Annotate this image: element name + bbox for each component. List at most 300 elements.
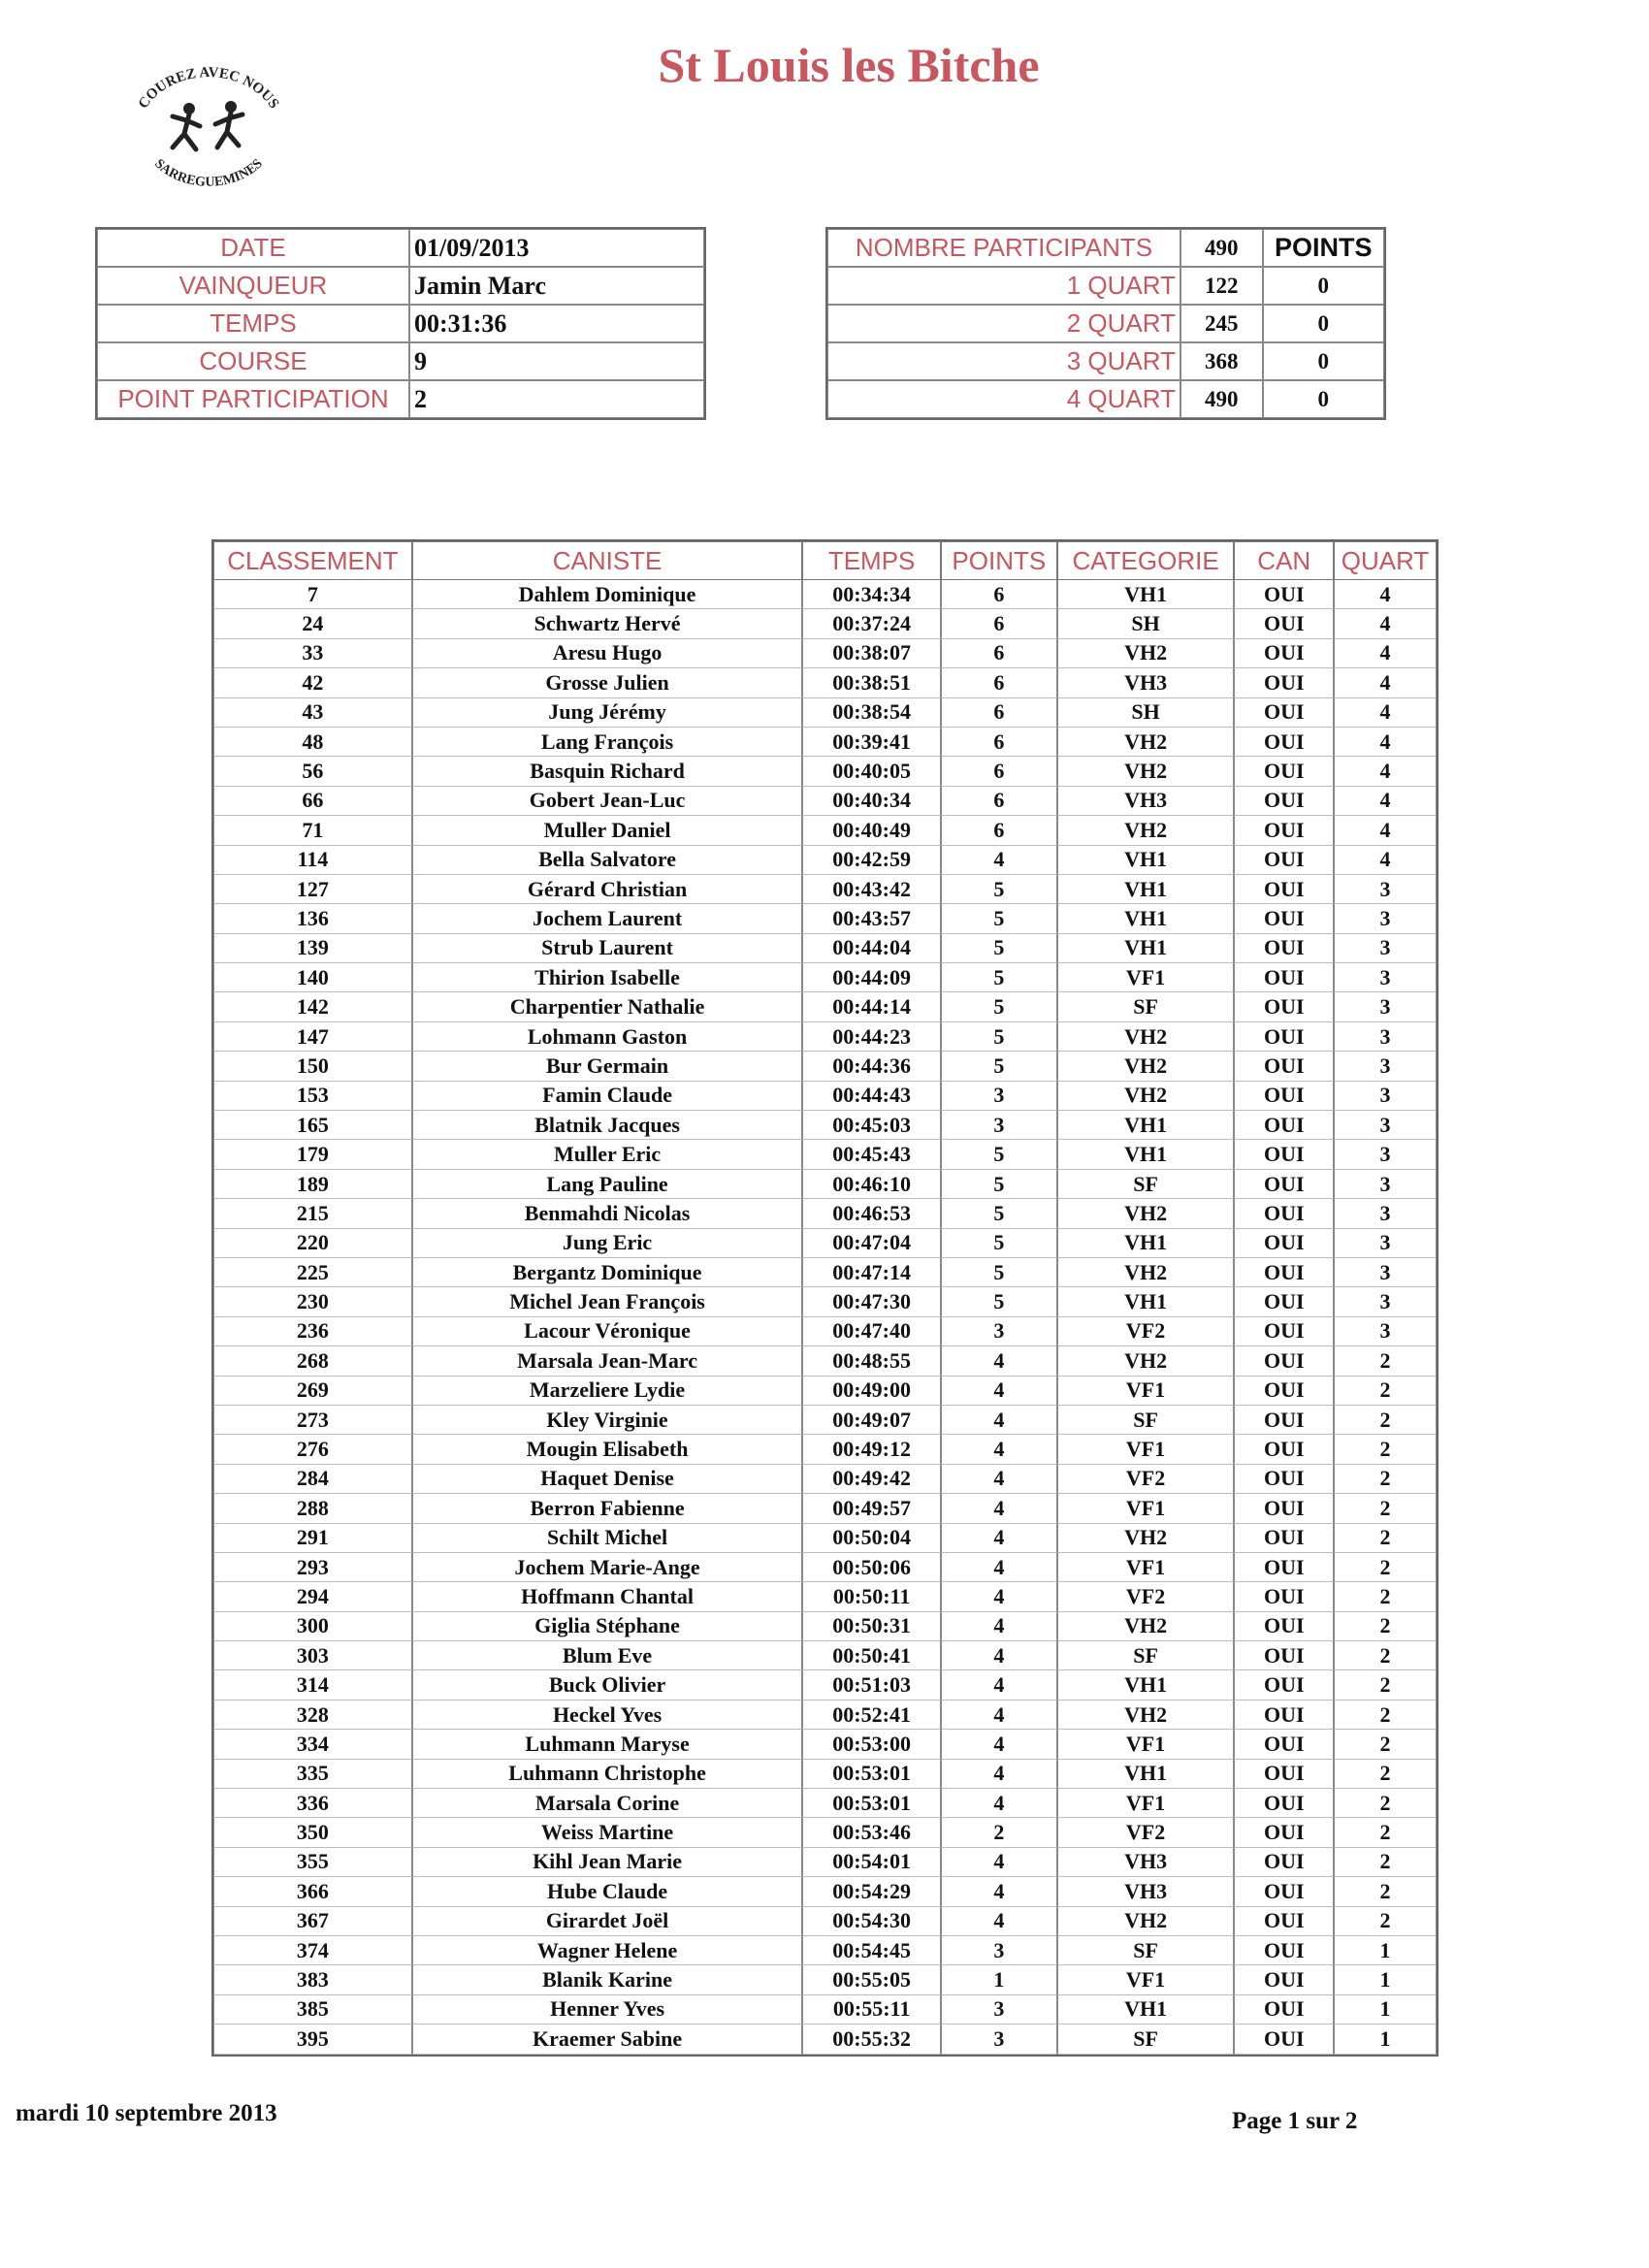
cell-caniste: Wagner Helene	[412, 1936, 803, 1965]
cell-caniste: Heckel Yves	[412, 1701, 803, 1730]
table-row	[213, 1524, 1437, 1553]
cell-temps: 00:50:11	[802, 1582, 941, 1611]
cell-can: OUI	[1234, 787, 1334, 816]
cell-categorie: VH2	[1057, 757, 1235, 786]
cell-classement: 127	[213, 875, 412, 904]
cell-temps: 00:49:57	[802, 1494, 941, 1523]
cell-quart: 3	[1334, 1170, 1437, 1199]
cell-points: 4	[941, 1346, 1057, 1376]
table-row	[213, 1465, 1437, 1494]
cell-points: 6	[941, 728, 1057, 757]
quart-points: 0	[1263, 267, 1384, 305]
cell-quart: 2	[1334, 1907, 1437, 1936]
cell-categorie: SF	[1057, 992, 1235, 1021]
cell-temps: 00:51:03	[802, 1670, 941, 1700]
info-label: TEMPS	[97, 305, 409, 342]
cell-points: 4	[941, 1641, 1057, 1670]
cell-caniste: Schilt Michel	[412, 1524, 803, 1553]
cell-caniste: Blanik Karine	[412, 1965, 803, 1994]
cell-quart: 4	[1334, 698, 1437, 728]
cell-points: 6	[941, 609, 1057, 638]
cell-can: OUI	[1234, 963, 1334, 992]
table-row	[213, 1907, 1437, 1936]
info-value: 01/09/2013	[409, 229, 704, 267]
cell-classement: 142	[213, 992, 412, 1021]
cell-caniste: Giglia Stéphane	[412, 1612, 803, 1641]
cell-classement: 71	[213, 816, 412, 845]
cell-temps: 00:44:04	[802, 934, 941, 963]
cell-quart: 1	[1334, 1965, 1437, 1994]
cell-points: 5	[941, 963, 1057, 992]
cell-caniste: Strub Laurent	[412, 934, 803, 963]
cell-points: 4	[941, 1670, 1057, 1700]
cell-points: 4	[941, 1553, 1057, 1582]
col-header-classement: CLASSEMENT	[213, 541, 412, 580]
cell-quart: 4	[1334, 787, 1437, 816]
col-header-caniste: CANISTE	[412, 541, 803, 580]
quart-value: 245	[1180, 305, 1263, 342]
cell-can: OUI	[1234, 1848, 1334, 1877]
cell-points: 6	[941, 757, 1057, 786]
cell-classement: 136	[213, 904, 412, 933]
cell-classement: 269	[213, 1377, 412, 1406]
cell-caniste: Kraemer Sabine	[412, 2025, 803, 2054]
points-header: POINTS	[1263, 229, 1384, 267]
quart-row	[827, 342, 1384, 380]
table-row	[213, 1111, 1437, 1140]
cell-points: 4	[941, 1524, 1057, 1553]
cell-quart: 3	[1334, 1317, 1437, 1346]
cell-quart: 4	[1334, 668, 1437, 697]
cell-temps: 00:42:59	[802, 846, 941, 875]
cell-categorie: VF1	[1057, 1435, 1235, 1464]
cell-categorie: VF1	[1057, 1730, 1235, 1759]
cell-classement: 179	[213, 1140, 412, 1169]
cell-classement: 56	[213, 757, 412, 786]
cell-categorie: VH1	[1057, 875, 1235, 904]
cell-caniste: Michel Jean François	[412, 1287, 803, 1316]
cell-quart: 3	[1334, 875, 1437, 904]
table-row	[213, 1965, 1437, 1994]
cell-temps: 00:55:11	[802, 1995, 941, 2025]
cell-points: 4	[941, 1612, 1057, 1641]
table-row	[213, 1406, 1437, 1435]
cell-quart: 3	[1334, 1111, 1437, 1140]
cell-caniste: Famin Claude	[412, 1082, 803, 1111]
cell-can: OUI	[1234, 639, 1334, 668]
cell-categorie: VH3	[1057, 668, 1235, 697]
cell-classement: 139	[213, 934, 412, 963]
cell-can: OUI	[1234, 1435, 1334, 1464]
cell-caniste: Gobert Jean-Luc	[412, 787, 803, 816]
cell-caniste: Mougin Elisabeth	[412, 1435, 803, 1464]
cell-points: 6	[941, 787, 1057, 816]
cell-quart: 3	[1334, 1140, 1437, 1169]
cell-can: OUI	[1234, 1789, 1334, 1818]
table-row	[213, 1641, 1437, 1670]
cell-can: OUI	[1234, 609, 1334, 638]
cell-can: OUI	[1234, 2025, 1334, 2054]
cell-can: OUI	[1234, 757, 1334, 786]
cell-points: 3	[941, 1936, 1057, 1965]
cell-temps: 00:45:03	[802, 1111, 941, 1140]
cell-temps: 00:50:31	[802, 1612, 941, 1641]
table-row	[213, 757, 1437, 786]
page-title: St Louis les Bitche	[658, 38, 1040, 92]
table-row	[213, 1287, 1437, 1316]
cell-categorie: SF	[1057, 1406, 1235, 1435]
table-row	[213, 639, 1437, 668]
cell-caniste: Jochem Marie-Ange	[412, 1553, 803, 1582]
cell-categorie: VF2	[1057, 1465, 1235, 1494]
table-row	[213, 580, 1437, 609]
info-row	[97, 342, 704, 380]
cell-quart: 4	[1334, 609, 1437, 638]
cell-temps: 00:40:49	[802, 816, 941, 845]
cell-temps: 00:54:01	[802, 1848, 941, 1877]
cell-caniste: Lohmann Gaston	[412, 1022, 803, 1052]
cell-temps: 00:34:34	[802, 580, 941, 609]
cell-points: 4	[941, 1494, 1057, 1523]
cell-quart: 4	[1334, 728, 1437, 757]
cell-categorie: VH2	[1057, 728, 1235, 757]
table-row	[213, 1553, 1437, 1582]
cell-classement: 385	[213, 1995, 412, 2025]
cell-quart: 2	[1334, 1701, 1437, 1730]
cell-categorie: VH3	[1057, 1877, 1235, 1906]
table-row	[213, 1789, 1437, 1818]
race-info-table	[95, 227, 706, 420]
table-row	[213, 787, 1437, 816]
cell-can: OUI	[1234, 1199, 1334, 1228]
table-row	[213, 1377, 1437, 1406]
cell-classement: 114	[213, 846, 412, 875]
cell-temps: 00:55:32	[802, 2025, 941, 2054]
cell-quart: 2	[1334, 1553, 1437, 1582]
cell-quart: 2	[1334, 1524, 1437, 1553]
cell-categorie: VH1	[1057, 1111, 1235, 1140]
cell-points: 6	[941, 698, 1057, 728]
cell-categorie: VH1	[1057, 1229, 1235, 1258]
cell-temps: 00:50:06	[802, 1553, 941, 1582]
cell-caniste: Hoffmann Chantal	[412, 1582, 803, 1611]
cell-temps: 00:53:00	[802, 1730, 941, 1759]
table-row	[213, 904, 1437, 933]
cell-classement: 300	[213, 1612, 412, 1641]
cell-points: 4	[941, 1406, 1057, 1435]
cell-caniste: Lang François	[412, 728, 803, 757]
table-row	[213, 846, 1437, 875]
cell-points: 5	[941, 1170, 1057, 1199]
cell-can: OUI	[1234, 1553, 1334, 1582]
cell-classement: 366	[213, 1877, 412, 1906]
cell-classement: 334	[213, 1730, 412, 1759]
cell-categorie: SH	[1057, 609, 1235, 638]
cell-classement: 291	[213, 1524, 412, 1553]
col-header-points: POINTS	[941, 541, 1057, 580]
info-label: COURSE	[97, 342, 409, 380]
cell-can: OUI	[1234, 1965, 1334, 1994]
cell-classement: 153	[213, 1082, 412, 1111]
cell-can: OUI	[1234, 1730, 1334, 1759]
cell-can: OUI	[1234, 1170, 1334, 1199]
cell-categorie: VH1	[1057, 904, 1235, 933]
cell-classement: 147	[213, 1022, 412, 1052]
cell-can: OUI	[1234, 1877, 1334, 1906]
table-row	[213, 1877, 1437, 1906]
cell-quart: 3	[1334, 1082, 1437, 1111]
cell-quart: 2	[1334, 1730, 1437, 1759]
cell-temps: 00:54:45	[802, 1936, 941, 1965]
cell-quart: 4	[1334, 846, 1437, 875]
cell-quart: 3	[1334, 1199, 1437, 1228]
cell-quart: 2	[1334, 1789, 1437, 1818]
cell-temps: 00:38:51	[802, 668, 941, 697]
cell-points: 4	[941, 1435, 1057, 1464]
cell-categorie: VH2	[1057, 1907, 1235, 1936]
cell-temps: 00:52:41	[802, 1701, 941, 1730]
info-row	[97, 305, 704, 342]
cell-quart: 2	[1334, 1670, 1437, 1700]
cell-temps: 00:43:42	[802, 875, 941, 904]
cell-caniste: Marzeliere Lydie	[412, 1377, 803, 1406]
table-row	[213, 1346, 1437, 1376]
cell-quart: 2	[1334, 1877, 1437, 1906]
cell-quart: 4	[1334, 639, 1437, 668]
table-row	[213, 1582, 1437, 1611]
cell-caniste: Marsala Corine	[412, 1789, 803, 1818]
cell-classement: 328	[213, 1701, 412, 1730]
cell-categorie: SF	[1057, 1641, 1235, 1670]
cell-classement: 374	[213, 1936, 412, 1965]
cell-points: 4	[941, 1582, 1057, 1611]
info-value: Jamin Marc	[409, 267, 704, 305]
cell-points: 4	[941, 1760, 1057, 1789]
cell-quart: 4	[1334, 580, 1437, 609]
cell-can: OUI	[1234, 1701, 1334, 1730]
info-label: DATE	[97, 229, 409, 267]
cell-classement: 225	[213, 1258, 412, 1287]
cell-caniste: Muller Eric	[412, 1140, 803, 1169]
cell-caniste: Girardet Joël	[412, 1907, 803, 1936]
quart-label: 2 QUART	[827, 305, 1180, 342]
cell-quart: 2	[1334, 1377, 1437, 1406]
cell-can: OUI	[1234, 1346, 1334, 1376]
cell-can: OUI	[1234, 1995, 1334, 2025]
cell-points: 4	[941, 1848, 1057, 1877]
cell-can: OUI	[1234, 1760, 1334, 1789]
quart-points: 0	[1263, 305, 1384, 342]
cell-categorie: VF2	[1057, 1582, 1235, 1611]
cell-can: OUI	[1234, 728, 1334, 757]
cell-can: OUI	[1234, 1377, 1334, 1406]
cell-classement: 336	[213, 1789, 412, 1818]
cell-can: OUI	[1234, 1022, 1334, 1052]
cell-temps: 00:46:53	[802, 1199, 941, 1228]
cell-can: OUI	[1234, 580, 1334, 609]
cell-can: OUI	[1234, 1612, 1334, 1641]
quart-row	[827, 380, 1384, 418]
info-label: POINT PARTICIPATION	[97, 380, 409, 418]
cell-categorie: VF1	[1057, 963, 1235, 992]
cell-can: OUI	[1234, 1524, 1334, 1553]
cell-can: OUI	[1234, 1140, 1334, 1169]
cell-quart: 2	[1334, 1641, 1437, 1670]
cell-quart: 3	[1334, 1052, 1437, 1081]
cell-can: OUI	[1234, 1258, 1334, 1287]
info-row	[97, 229, 704, 267]
table-row	[213, 1199, 1437, 1228]
cell-caniste: Lacour Véronique	[412, 1317, 803, 1346]
quart-points: 0	[1263, 380, 1384, 418]
table-row	[213, 1701, 1437, 1730]
cell-temps: 00:47:14	[802, 1258, 941, 1287]
cell-quart: 3	[1334, 1022, 1437, 1052]
table-row	[213, 1435, 1437, 1464]
cell-caniste: Lang Pauline	[412, 1170, 803, 1199]
cell-can: OUI	[1234, 1287, 1334, 1316]
quart-value: 490	[1180, 380, 1263, 418]
cell-quart: 2	[1334, 1848, 1437, 1877]
table-row	[213, 1258, 1437, 1287]
cell-caniste: Berron Fabienne	[412, 1494, 803, 1523]
cell-temps: 00:47:30	[802, 1287, 941, 1316]
cell-quart: 1	[1334, 2025, 1437, 2054]
cell-quart: 2	[1334, 1494, 1437, 1523]
table-row	[213, 816, 1437, 845]
col-header-quart: QUART	[1334, 541, 1437, 580]
cell-caniste: Charpentier Nathalie	[412, 992, 803, 1021]
club-logo	[116, 58, 301, 204]
cell-categorie: SF	[1057, 1936, 1235, 1965]
cell-temps: 00:47:04	[802, 1229, 941, 1258]
cell-caniste: Aresu Hugo	[412, 639, 803, 668]
cell-categorie: SH	[1057, 698, 1235, 728]
runners-logo-icon	[116, 58, 301, 204]
cell-temps: 00:44:23	[802, 1022, 941, 1052]
cell-categorie: VF1	[1057, 1377, 1235, 1406]
cell-caniste: Benmahdi Nicolas	[412, 1199, 803, 1228]
table-row	[213, 992, 1437, 1021]
cell-classement: 367	[213, 1907, 412, 1936]
cell-can: OUI	[1234, 1229, 1334, 1258]
table-row	[213, 1052, 1437, 1081]
cell-points: 2	[941, 1818, 1057, 1847]
cell-caniste: Thirion Isabelle	[412, 963, 803, 992]
page-number: Page 1 sur 2	[1232, 2108, 1358, 2134]
cell-caniste: Jung Jérémy	[412, 698, 803, 728]
table-row	[213, 963, 1437, 992]
table-row	[213, 1022, 1437, 1052]
table-row	[213, 1140, 1437, 1169]
cell-caniste: Haquet Denise	[412, 1465, 803, 1494]
cell-categorie: VF1	[1057, 1553, 1235, 1582]
cell-classement: 314	[213, 1670, 412, 1700]
cell-classement: 273	[213, 1406, 412, 1435]
cell-quart: 2	[1334, 1582, 1437, 1611]
cell-quart: 2	[1334, 1818, 1437, 1847]
cell-categorie: VH2	[1057, 1199, 1235, 1228]
col-header-temps: TEMPS	[802, 541, 941, 580]
cell-temps: 00:48:55	[802, 1346, 941, 1376]
cell-quart: 2	[1334, 1465, 1437, 1494]
cell-points: 5	[941, 992, 1057, 1021]
cell-points: 4	[941, 1701, 1057, 1730]
cell-classement: 220	[213, 1229, 412, 1258]
cell-quart: 3	[1334, 992, 1437, 1021]
cell-quart: 1	[1334, 1995, 1437, 2025]
cell-temps: 00:43:57	[802, 904, 941, 933]
cell-can: OUI	[1234, 1317, 1334, 1346]
cell-points: 4	[941, 1465, 1057, 1494]
cell-classement: 335	[213, 1760, 412, 1789]
cell-categorie: VH1	[1057, 1287, 1235, 1316]
cell-classement: 66	[213, 787, 412, 816]
cell-classement: 48	[213, 728, 412, 757]
table-row	[213, 1848, 1437, 1877]
cell-points: 3	[941, 2025, 1057, 2054]
participants-value: 490	[1180, 229, 1263, 267]
cell-points: 5	[941, 1052, 1057, 1081]
cell-temps: 00:38:54	[802, 698, 941, 728]
cell-can: OUI	[1234, 846, 1334, 875]
cell-can: OUI	[1234, 1082, 1334, 1111]
participants-row	[827, 229, 1384, 267]
cell-categorie: VH2	[1057, 1346, 1235, 1376]
cell-temps: 00:38:07	[802, 639, 941, 668]
results-table	[211, 539, 1439, 2057]
cell-categorie: VH1	[1057, 1140, 1235, 1169]
table-row	[213, 698, 1437, 728]
cell-classement: 350	[213, 1818, 412, 1847]
cell-quart: 2	[1334, 1406, 1437, 1435]
cell-caniste: Henner Yves	[412, 1995, 803, 2025]
cell-classement: 303	[213, 1641, 412, 1670]
cell-temps: 00:46:10	[802, 1170, 941, 1199]
cell-categorie: VH2	[1057, 1524, 1235, 1553]
cell-categorie: SF	[1057, 2025, 1235, 2054]
cell-can: OUI	[1234, 1465, 1334, 1494]
cell-can: OUI	[1234, 875, 1334, 904]
cell-can: OUI	[1234, 1907, 1334, 1936]
cell-caniste: Marsala Jean-Marc	[412, 1346, 803, 1376]
cell-caniste: Hube Claude	[412, 1877, 803, 1906]
cell-temps: 00:39:41	[802, 728, 941, 757]
logo-text-top: COUREZ AVEC NOUS	[135, 65, 282, 113]
table-row	[213, 1995, 1437, 2025]
cell-temps: 00:50:04	[802, 1524, 941, 1553]
cell-classement: 230	[213, 1287, 412, 1316]
quart-value: 122	[1180, 267, 1263, 305]
info-label: VAINQUEUR	[97, 267, 409, 305]
cell-can: OUI	[1234, 1818, 1334, 1847]
cell-caniste: Luhmann Maryse	[412, 1730, 803, 1759]
cell-points: 5	[941, 1287, 1057, 1316]
quart-label: 4 QUART	[827, 380, 1180, 418]
cell-classement: 383	[213, 1965, 412, 1994]
cell-can: OUI	[1234, 1670, 1334, 1700]
cell-temps: 00:55:05	[802, 1965, 941, 1994]
cell-temps: 00:47:40	[802, 1317, 941, 1346]
cell-caniste: Kihl Jean Marie	[412, 1848, 803, 1877]
cell-classement: 24	[213, 609, 412, 638]
table-row	[213, 1936, 1437, 1965]
cell-caniste: Bergantz Dominique	[412, 1258, 803, 1287]
quart-points: 0	[1263, 342, 1384, 380]
cell-caniste: Muller Daniel	[412, 816, 803, 845]
table-row	[213, 1082, 1437, 1111]
cell-temps: 00:50:41	[802, 1641, 941, 1670]
